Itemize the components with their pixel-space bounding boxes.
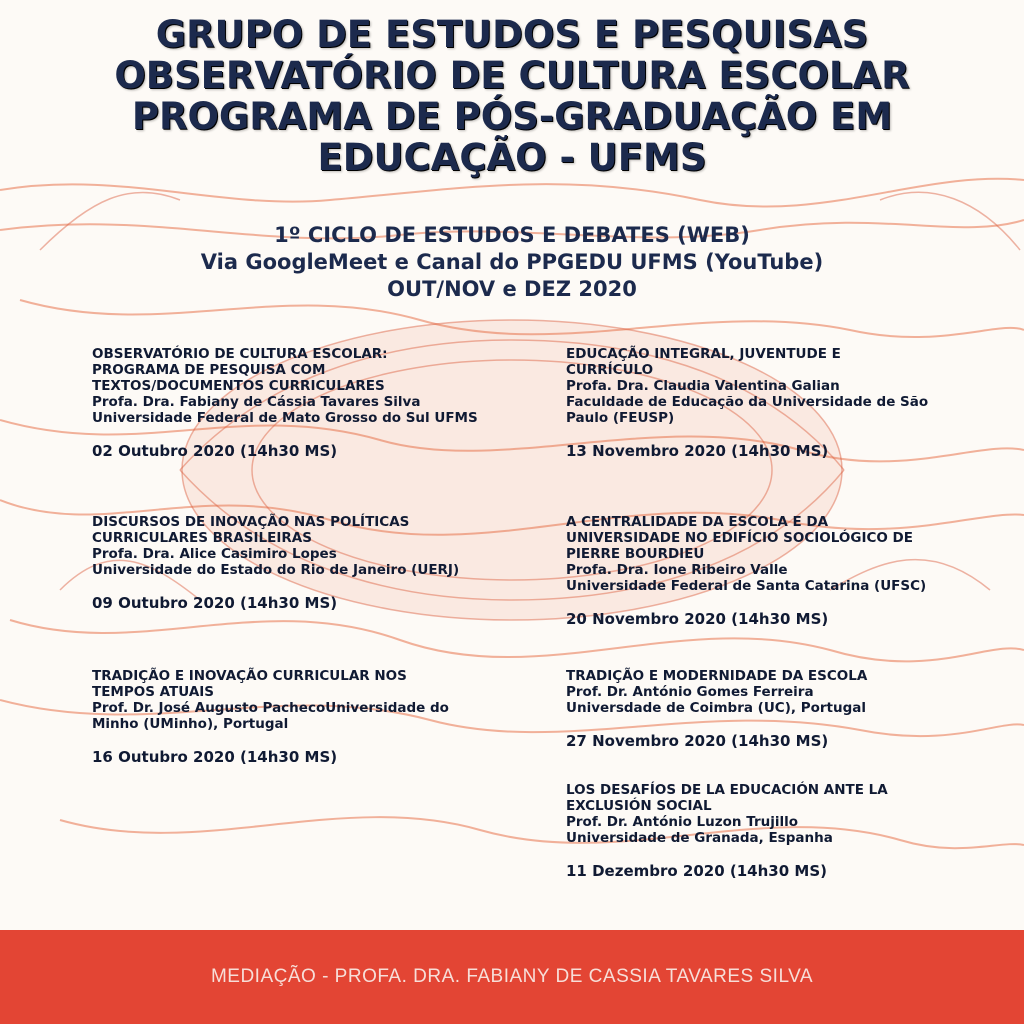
event-title-line: CURRÍCULO xyxy=(566,362,654,378)
event-institution: Universdade de Coimbra (UC), Portugal xyxy=(566,700,866,716)
event-title-line: A CENTRALIDADE DA ESCOLA E DA xyxy=(566,514,829,530)
event-speaker: Profa. Dra. Fabiany de Cássia Tavares Silva xyxy=(92,394,421,410)
event-title-line: OBSERVATÓRIO DE CULTURA ESCOLAR: xyxy=(92,346,388,362)
event-title-line: PIERRE BOURDIEU xyxy=(566,546,705,562)
event-speaker: Prof. Dr. José Augusto PachecoUniversidade do xyxy=(92,700,449,716)
title-line-1: GRUPO DE ESTUDOS E PESQUISAS xyxy=(155,13,869,56)
event-title-line: PROGRAMA DE PESQUISA COM xyxy=(92,362,326,378)
event-title-line: EXCLUSIÓN SOCIAL xyxy=(566,798,712,814)
event-title-line: TRADIÇÃO E MODERNIDADE DA ESCOLA xyxy=(566,668,868,684)
event-institution: Universidade Federal de Mato Grosso do Sul UFMS xyxy=(92,410,478,426)
event-date: 11 Dezembro 2020 (14h30 MS) xyxy=(566,862,827,880)
title-line-4: EDUCAÇÃO - UFMS xyxy=(317,136,707,179)
event-card xyxy=(566,668,1006,750)
event-institution: Universidade de Granada, Espanha xyxy=(566,830,833,846)
mediation-credit: MEDIAÇÃO - PROFA. DRA. FABIANY DE CASSIA TAVARES SILVA xyxy=(210,966,814,987)
event-date: 20 Novembro 2020 (14h30 MS) xyxy=(566,610,829,628)
event-institution: Paulo (FEUSP) xyxy=(566,410,675,426)
subtitle-line-2: Via GoogleMeet e Canal do PPGEDU UFMS (YouTube) xyxy=(200,250,824,274)
event-title-line: TEMPOS ATUAIS xyxy=(92,684,215,700)
event-card xyxy=(566,782,1006,880)
event-institution: Faculdade de Educação da Universidade de São xyxy=(566,394,929,410)
event-date: 02 Outubro 2020 (14h30 MS) xyxy=(92,442,338,460)
event-institution: Universidade do Estado do Rio de Janeiro (UERJ) xyxy=(92,562,460,578)
title-line-2: OBSERVATÓRIO DE CULTURA ESCOLAR xyxy=(114,54,910,97)
event-speaker: Prof. Dr. António Gomes Ferreira xyxy=(566,684,814,700)
event-title-line: LOS DESAFÍOS DE LA EDUCACIÓN ANTE LA xyxy=(566,782,888,798)
event-card xyxy=(566,514,1006,628)
event-date: 27 Novembro 2020 (14h30 MS) xyxy=(566,732,829,750)
event-card xyxy=(92,346,532,460)
title-line-3: PROGRAMA DE PÓS-GRADUAÇÃO EM xyxy=(131,95,893,138)
subtitle-line-1: 1º CICLO DE ESTUDOS E DEBATES (WEB) xyxy=(274,223,750,247)
event-speaker: Profa. Dra. Alice Casimiro Lopes xyxy=(92,546,337,562)
event-title-line: TRADIÇÃO E INOVAÇÃO CURRICULAR NOS xyxy=(92,668,407,684)
event-title-line: EDUCAÇÃO INTEGRAL, JUVENTUDE E xyxy=(566,346,841,362)
event-institution: Minho (UMinho), Portugal xyxy=(92,716,289,732)
event-card xyxy=(566,346,1006,460)
event-subtitle xyxy=(0,222,1024,303)
event-speaker: Prof. Dr. António Luzon Trujillo xyxy=(566,814,798,830)
event-institution: Universidade Federal de Santa Catarina (UFSC) xyxy=(566,578,927,594)
event-title-line: CURRICULARES BRASILEIRAS xyxy=(92,530,312,546)
event-speaker: Profa. Dra. Ione Ribeiro Valle xyxy=(566,562,788,578)
event-title-line: UNIVERSIDADE NO EDIFÍCIO SOCIOLÓGICO DE xyxy=(566,530,913,546)
subtitle-line-3: OUT/NOV e DEZ 2020 xyxy=(387,277,637,301)
event-date: 16 Outubro 2020 (14h30 MS) xyxy=(92,748,338,766)
event-speaker: Profa. Dra. Claudia Valentina Galian xyxy=(566,378,840,394)
event-title-line: DISCURSOS DE INOVAÇÃO NAS POLÍTICAS xyxy=(92,514,410,530)
event-date: 09 Outubro 2020 (14h30 MS) xyxy=(92,594,338,612)
event-title-line: TEXTOS/DOCUMENTOS CURRICULARES xyxy=(92,378,385,394)
footer-banner xyxy=(0,930,1024,1024)
event-card xyxy=(92,668,532,766)
event-card xyxy=(92,514,532,612)
page-title xyxy=(0,14,1024,178)
event-date: 13 Novembro 2020 (14h30 MS) xyxy=(566,442,829,460)
